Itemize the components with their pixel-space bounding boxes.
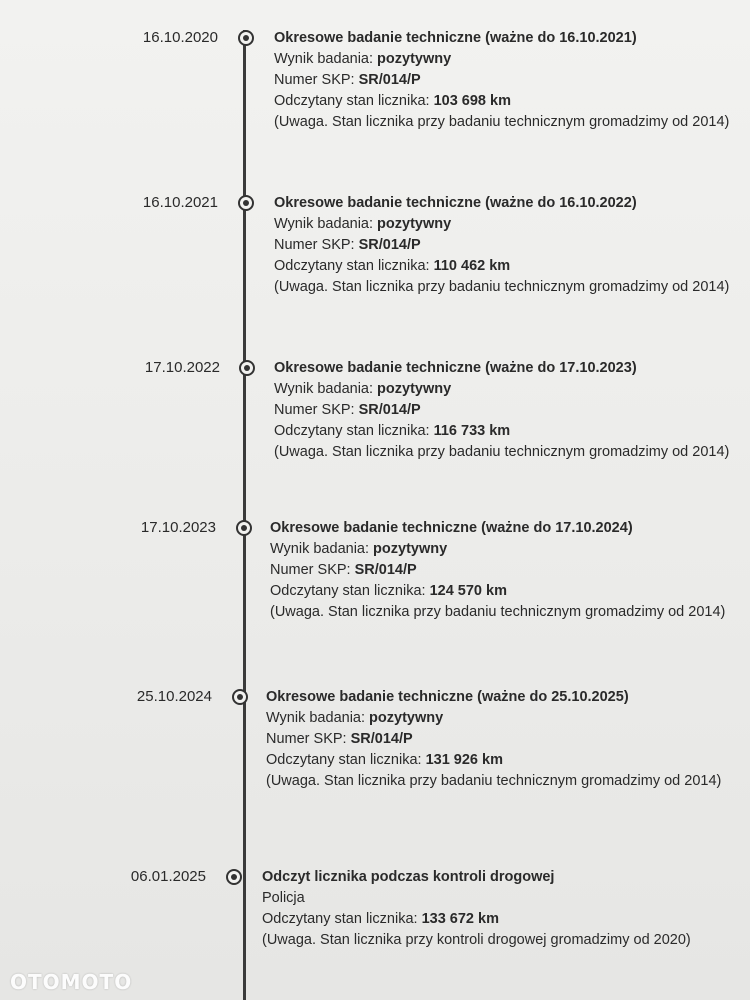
timeline-dot-icon: [238, 195, 254, 211]
skp-label: Numer SKP:: [266, 731, 347, 747]
entry-note: (Uwaga. Stan licznika przy badaniu technicznym gromadzimy od 2014): [266, 773, 722, 789]
result-label: Wynik badania:: [270, 541, 370, 557]
skp-label: Numer SKP:: [274, 237, 355, 253]
meter-line: [274, 421, 744, 442]
entry-note: (Uwaga. Stan licznika przy badaniu technicznym gromadzimy od 2014): [274, 114, 730, 130]
meter-line: [262, 909, 732, 930]
skp-value: SR/014/P: [350, 731, 413, 747]
skp-value: SR/014/P: [354, 562, 417, 578]
skp-value: SR/014/P: [358, 237, 421, 253]
result-value: pozytywny: [377, 51, 452, 67]
meter-value: 124 570 km: [429, 583, 507, 599]
result-label: Wynik badania:: [274, 381, 374, 397]
entry-note: (Uwaga. Stan licznika przy badaniu technicznym gromadzimy od 2014): [274, 279, 730, 295]
meter-label: Odczytany stan licznika:: [274, 258, 430, 274]
meter-value: 116 733 km: [433, 423, 511, 439]
skp-line: [274, 235, 744, 256]
meter-value: 110 462 km: [433, 258, 511, 274]
meter-label: Odczytany stan licznika:: [274, 423, 430, 439]
entry-title: Odczyt licznika podczas kontroli drogowej: [262, 869, 555, 885]
result-line: [274, 214, 744, 235]
entry-title: Okresowe badanie techniczne (ważne do 16.10.2021): [274, 30, 637, 46]
entry-date: 17.10.2023: [140, 519, 216, 536]
meter-line: [270, 581, 740, 602]
skp-line: [266, 729, 736, 750]
entry-content: [274, 28, 744, 133]
entry-content: [262, 867, 732, 951]
meter-label: Odczytany stan licznika:: [262, 911, 418, 927]
meter-value: 103 698 km: [433, 93, 511, 109]
skp-label: Numer SKP:: [270, 562, 351, 578]
entry-title: Okresowe badanie techniczne (ważne do 16.10.2022): [274, 195, 637, 211]
skp-value: SR/014/P: [358, 402, 421, 418]
meter-value: 133 672 km: [421, 911, 499, 927]
entry-date: 16.10.2020: [142, 29, 218, 46]
skp-line: [274, 400, 744, 421]
meter-label: Odczytany stan licznika:: [270, 583, 426, 599]
entry-content: [266, 687, 736, 792]
meter-line: [274, 91, 744, 112]
result-line: [274, 49, 744, 70]
result-label: Wynik badania:: [274, 216, 374, 232]
timeline-dot-icon: [238, 30, 254, 46]
result-label: Wynik badania:: [266, 710, 366, 726]
entry-title: Okresowe badanie techniczne (ważne do 17.10.2023): [274, 360, 637, 376]
result-line: [270, 539, 740, 560]
entry-title: Okresowe badanie techniczne (ważne do 17.10.2024): [270, 520, 633, 536]
result-value: pozytywny: [377, 381, 452, 397]
skp-value: SR/014/P: [358, 72, 421, 88]
timeline-dot-icon: [226, 869, 242, 885]
meter-label: Odczytany stan licznika:: [274, 93, 430, 109]
entry-date: 25.10.2024: [136, 688, 212, 705]
result-value: pozytywny: [373, 541, 448, 557]
skp-label: Numer SKP:: [274, 402, 355, 418]
entry-note: (Uwaga. Stan licznika przy badaniu technicznym gromadzimy od 2014): [270, 604, 726, 620]
source-line: Policja: [262, 890, 305, 906]
meter-label: Odczytany stan licznika:: [266, 752, 422, 768]
skp-line: [274, 70, 744, 91]
entry-title: Okresowe badanie techniczne (ważne do 25.10.2025): [266, 689, 629, 705]
result-value: pozytywny: [377, 216, 452, 232]
meter-line: [266, 750, 736, 771]
meter-value: 131 926 km: [425, 752, 503, 768]
entry-note: (Uwaga. Stan licznika przy kontroli drogowej gromadzimy od 2020): [262, 932, 691, 948]
meter-line: [274, 256, 744, 277]
entry-date: 06.01.2025: [130, 868, 206, 885]
timeline-dot-icon: [236, 520, 252, 536]
timeline-dot-icon: [239, 360, 255, 376]
entry-note: (Uwaga. Stan licznika przy badaniu technicznym gromadzimy od 2014): [274, 444, 730, 460]
entry-content: [274, 358, 744, 463]
skp-line: [270, 560, 740, 581]
result-line: [274, 379, 744, 400]
entry-content: [274, 193, 744, 298]
skp-label: Numer SKP:: [274, 72, 355, 88]
timeline-line: [243, 30, 246, 1000]
result-line: [266, 708, 736, 729]
entry-date: 16.10.2021: [142, 194, 218, 211]
timeline-dot-icon: [232, 689, 248, 705]
result-value: pozytywny: [369, 710, 444, 726]
result-label: Wynik badania:: [274, 51, 374, 67]
entry-date: 17.10.2022: [144, 359, 220, 376]
entry-content: [270, 518, 740, 623]
otomoto-watermark: OTOMOTO: [10, 970, 133, 994]
